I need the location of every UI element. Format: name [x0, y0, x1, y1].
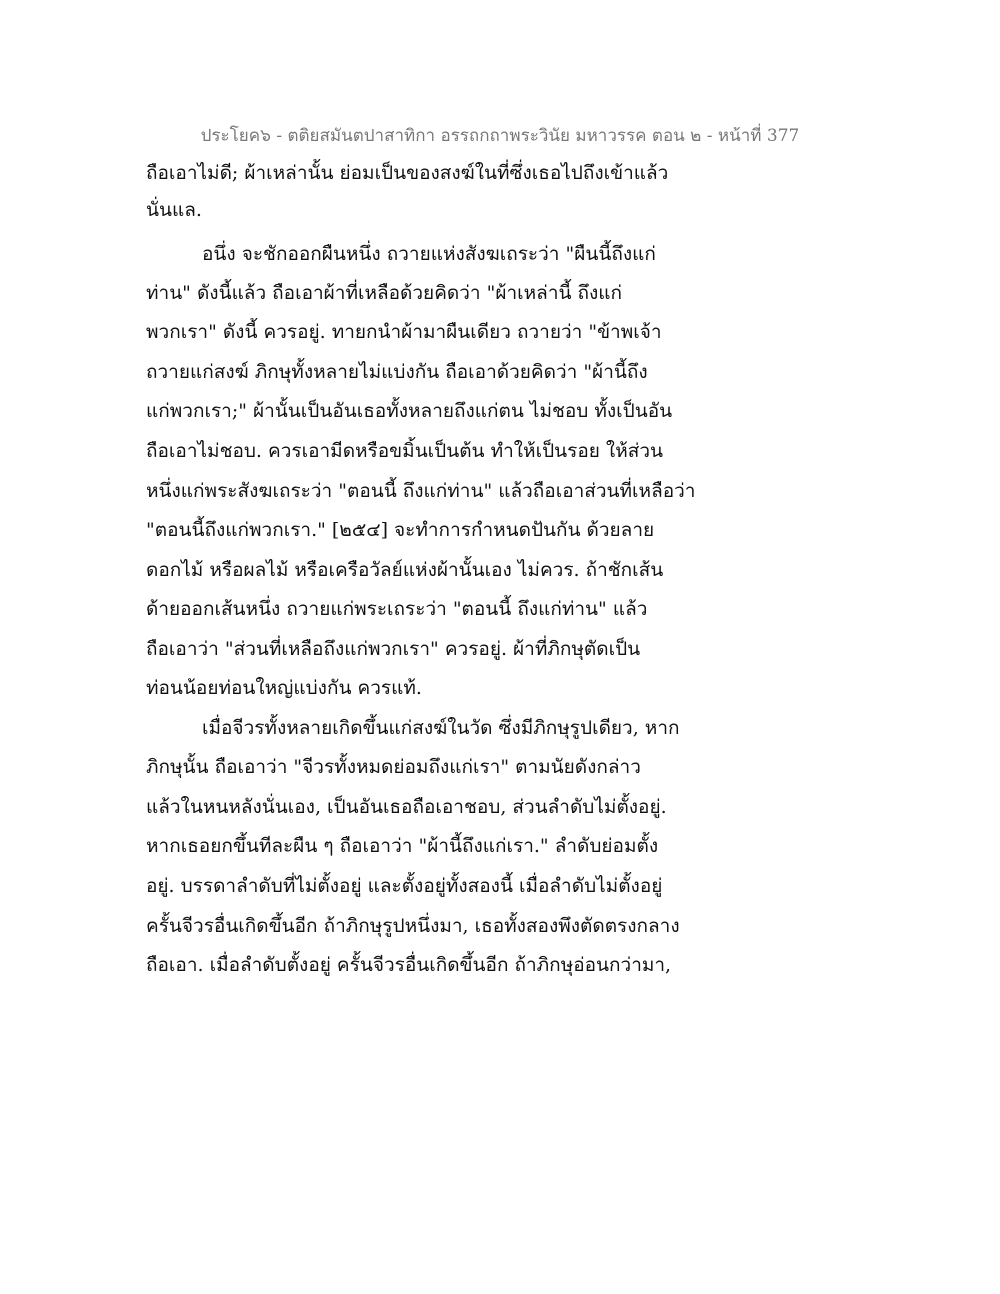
body-line: ด้ายออกเส้นหนึ่ง ถวายแก่พระเถระว่า "ตอนนี้ ถึงแก่ท่าน" แล้ว [146, 598, 648, 620]
body-line: ท่าน" ดังนี้แล้ว ถือเอาผ้าที่เหลือด้วยคิดว่า "ผ้าเหล่านี้ ถึงแก่ [146, 282, 623, 304]
running-header: ประโยค๖ - ตติยสมันตปาสาทิกา อรรถกถาพระวินัย มหาวรรค ตอน ๒ - หน้าที่ 377 [200, 126, 800, 146]
body-line: หากเธอยกขึ้นทีละผืน ๆ ถือเอาว่า "ผ้านี้ถึงแก่เรา." ลำดับย่อมตั้ง [146, 835, 659, 857]
body-line: ท่อนน้อยท่อนใหญ่แบ่งกัน ควรแท้. [146, 677, 422, 699]
body-line: อยู่. บรรดาลำดับที่ไม่ตั้งอยู่ และตั้งอยู่ทั้งสองนี้ เมื่อลำดับไม่ตั้งอยู่ [146, 875, 663, 897]
body-line: แก่พวกเรา;" ผ้านั้นเป็นอันเธอทั้งหลายถึงแก่ตน ไม่ชอบ ทั้งเป็นอัน [146, 400, 673, 422]
body-line: เมื่อจีวรทั้งหลายเกิดขึ้นแก่สงฆ์ในวัด ซึ่งมีภิกษุรูปเดียว, หาก [202, 717, 680, 739]
body-line: ถือเอาว่า "ส่วนที่เหลือถึงแก่พวกเรา" ควรอยู่. ผ้าที่ภิกษุตัดเป็น [146, 638, 641, 660]
body-line: ภิกษุนั้น ถือเอาว่า "จีวรทั้งหมดย่อมถึงแก่เรา" ตามนัยดังกล่าว [146, 756, 641, 778]
body-line: พวกเรา" ดังนี้ ควรอยู่. ทายกนำผ้ามาผืนเดียว ถวายว่า "ข้าพเจ้า [146, 321, 662, 343]
body-line: "ตอนนี้ถึงแก่พวกเรา." [๒๕๔] จะทำการกำหนดปันกัน ด้วยลาย [146, 519, 655, 541]
body-line: นั่นแล. [146, 199, 202, 221]
body-line: ถือเอาไม่ดี; ผ้าเหล่านั้น ย่อมเป็นของสงฆ์ในที่ซึ่งเธอไปถึงเข้าแล้ว [146, 162, 669, 184]
body-line: ถือเอาไม่ชอบ. ควรเอามีดหรือขมิ้นเป็นต้น ทำให้เป็นรอย ให้ส่วน [146, 440, 663, 462]
body-line: ถือเอา. เมื่อลำดับตั้งอยู่ ครั้นจีวรอื่นเกิดขึ้นอีก ถ้าภิกษุอ่อนกว่ามา, [146, 954, 672, 976]
body-line: ถวายแก่สงฆ์ ภิกษุทั้งหลายไม่แบ่งกัน ถือเอาด้วยคิดว่า "ผ้านี้ถึง [146, 361, 648, 383]
body-line: หนึ่งแก่พระสังฆเถระว่า "ตอนนี้ ถึงแก่ท่าน" แล้วถือเอาส่วนที่เหลือว่า [146, 480, 696, 502]
body-line: ดอกไม้ หรือผลไม้ หรือเครือวัลย์แห่งผ้านั้นเอง ไม่ควร. ถ้าชักเส้น [146, 559, 664, 581]
body-line: ครั้นจีวรอื่นเกิดขึ้นอีก ถ้าภิกษุรูปหนึ่งมา, เธอทั้งสองพึงตัดตรงกลาง [146, 915, 680, 937]
body-line: อนึ่ง จะชักออกผืนหนึ่ง ถวายแห่งสังฆเถระว่า "ผืนนี้ถึงแก่ [202, 243, 656, 265]
body-line: แล้วในหนหลังนั่นเอง, เป็นอันเธอถือเอาชอบ, ส่วนลำดับไม่ตั้งอยู่. [146, 796, 667, 818]
